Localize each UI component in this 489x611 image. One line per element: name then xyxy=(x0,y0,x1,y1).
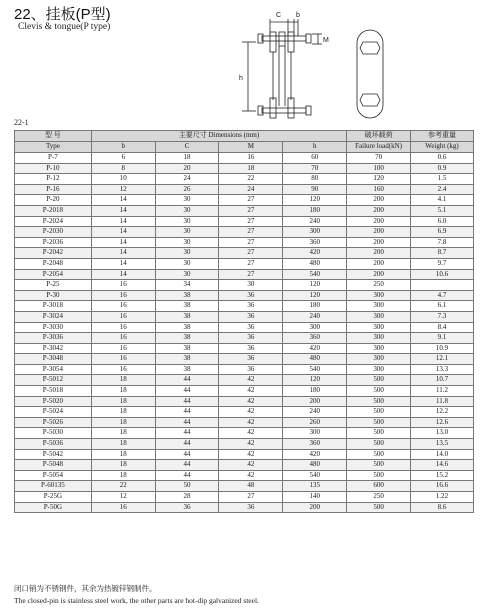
cell-failure-load: 500 xyxy=(347,460,411,471)
cell-b: 14 xyxy=(91,248,155,259)
cell-h: 120 xyxy=(283,280,347,291)
cell-m: 27 xyxy=(219,492,283,503)
table-row xyxy=(15,227,474,238)
cell-failure-load: 200 xyxy=(347,216,411,227)
cell-b: 18 xyxy=(91,428,155,439)
cell-m: 36 xyxy=(219,502,283,513)
cell-m: 27 xyxy=(219,216,283,227)
cell-weight: 4.7 xyxy=(411,290,474,301)
cell-c: 44 xyxy=(155,396,219,407)
cell-failure-load: 500 xyxy=(347,407,411,418)
cell-b: 16 xyxy=(91,354,155,365)
cell-m: 27 xyxy=(219,205,283,216)
table-row xyxy=(15,290,474,301)
cell-m: 27 xyxy=(219,269,283,280)
spec-table-body xyxy=(15,153,474,513)
cell-h: 240 xyxy=(283,407,347,418)
cell-c: 30 xyxy=(155,269,219,280)
cell-b: 18 xyxy=(91,470,155,481)
dim-label-b: b xyxy=(296,12,300,19)
note-english: The closed-pin is stainless steel work, the other parts are hot-dip galvanized steel. xyxy=(14,596,259,605)
cell-m: 42 xyxy=(219,449,283,460)
header-type-en: Type xyxy=(15,142,92,153)
cell-h: 135 xyxy=(283,481,347,492)
table-row xyxy=(15,343,474,354)
cell-failure-load: 300 xyxy=(347,290,411,301)
table-row xyxy=(15,322,474,333)
cell-c: 24 xyxy=(155,174,219,185)
cell-c: 44 xyxy=(155,470,219,481)
cell-weight: 12.6 xyxy=(411,417,474,428)
cell-c: 44 xyxy=(155,407,219,418)
cell-h: 120 xyxy=(283,375,347,386)
cell-type: P-5030 xyxy=(15,428,92,439)
cell-h: 540 xyxy=(283,470,347,481)
table-row xyxy=(15,311,474,322)
cell-c: 44 xyxy=(155,460,219,471)
note-chinese: 闭口销为不锈钢件，其余为热镀锌钢制件。 xyxy=(14,584,157,593)
cell-failure-load: 200 xyxy=(347,258,411,269)
cell-failure-load: 250 xyxy=(347,280,411,291)
cell-failure-load: 200 xyxy=(347,227,411,238)
cell-b: 16 xyxy=(91,364,155,375)
cell-m: 30 xyxy=(219,280,283,291)
table-row xyxy=(15,354,474,365)
table-row xyxy=(15,417,474,428)
cell-c: 38 xyxy=(155,343,219,354)
cell-m: 36 xyxy=(219,333,283,344)
cell-m: 36 xyxy=(219,364,283,375)
cell-type: P-3036 xyxy=(15,333,92,344)
cell-type: P-12 xyxy=(15,174,92,185)
cell-h: 540 xyxy=(283,364,347,375)
cell-weight: 7.8 xyxy=(411,237,474,248)
cell-b: 18 xyxy=(91,407,155,418)
cell-c: 28 xyxy=(155,492,219,503)
cell-h: 360 xyxy=(283,333,347,344)
table-row xyxy=(15,375,474,386)
cell-h: 420 xyxy=(283,343,347,354)
header-dimensions: 主要尺寸 Dimensions (mm) xyxy=(91,131,346,142)
page-subtitle: Clevis & tongue(P type) xyxy=(18,22,111,32)
cell-b: 18 xyxy=(91,417,155,428)
cell-type: P-3054 xyxy=(15,364,92,375)
cell-type: P-2036 xyxy=(15,237,92,248)
cell-weight: 6.1 xyxy=(411,301,474,312)
cell-m: 36 xyxy=(219,343,283,354)
header-load-cn: 破坏载荷 xyxy=(364,131,393,140)
table-row xyxy=(15,396,474,407)
header-load-en: Failure load(kN) xyxy=(347,142,411,153)
cell-weight: 15.2 xyxy=(411,470,474,481)
cell-c: 38 xyxy=(155,311,219,322)
cell-c: 38 xyxy=(155,290,219,301)
cell-weight: 0.6 xyxy=(411,153,474,164)
cell-b: 16 xyxy=(91,290,155,301)
cell-weight: 9.1 xyxy=(411,333,474,344)
cell-type: P-5042 xyxy=(15,449,92,460)
cell-weight: 12.2 xyxy=(411,407,474,418)
table-row xyxy=(15,237,474,248)
cell-type: P-2054 xyxy=(15,269,92,280)
cell-h: 140 xyxy=(283,492,347,503)
table-row xyxy=(15,174,474,185)
cell-failure-load: 500 xyxy=(347,417,411,428)
cell-h: 480 xyxy=(283,460,347,471)
table-row xyxy=(15,258,474,269)
cell-h: 300 xyxy=(283,227,347,238)
cell-failure-load: 200 xyxy=(347,269,411,280)
cell-type: P-2030 xyxy=(15,227,92,238)
cell-failure-load: 300 xyxy=(347,301,411,312)
cell-c: 18 xyxy=(155,153,219,164)
cell-m: 27 xyxy=(219,248,283,259)
cell-m: 22 xyxy=(219,174,283,185)
table-row xyxy=(15,492,474,503)
cell-type: P-5036 xyxy=(15,439,92,450)
header-weight-en: Weight (kg) xyxy=(411,142,474,153)
table-row xyxy=(15,184,474,195)
table-row xyxy=(15,163,474,174)
cell-h: 90 xyxy=(283,184,347,195)
cell-m: 42 xyxy=(219,417,283,428)
cell-weight: 13.3 xyxy=(411,364,474,375)
cell-type: P-5054 xyxy=(15,470,92,481)
cell-failure-load: 200 xyxy=(347,195,411,206)
cell-m: 27 xyxy=(219,227,283,238)
table-row xyxy=(15,470,474,481)
table-row xyxy=(15,280,474,291)
cell-m: 36 xyxy=(219,322,283,333)
cell-type: P-3024 xyxy=(15,311,92,322)
cell-weight: 10.6 xyxy=(411,269,474,280)
cell-type: P-50G xyxy=(15,502,92,513)
cell-b: 16 xyxy=(91,322,155,333)
cell-failure-load: 500 xyxy=(347,470,411,481)
cell-weight: 13.5 xyxy=(411,439,474,450)
cell-weight: 0.9 xyxy=(411,163,474,174)
cell-c: 30 xyxy=(155,216,219,227)
cell-b: 16 xyxy=(91,301,155,312)
table-number: 22-1 xyxy=(14,118,29,127)
table-row xyxy=(15,333,474,344)
cell-m: 48 xyxy=(219,481,283,492)
cell-m: 42 xyxy=(219,396,283,407)
cell-c: 38 xyxy=(155,322,219,333)
cell-type: P-5026 xyxy=(15,417,92,428)
cell-h: 420 xyxy=(283,248,347,259)
cell-type: P-5020 xyxy=(15,396,92,407)
cell-h: 260 xyxy=(283,417,347,428)
cell-h: 480 xyxy=(283,258,347,269)
cell-weight: 6.0 xyxy=(411,216,474,227)
cell-failure-load: 500 xyxy=(347,396,411,407)
cell-h: 360 xyxy=(283,439,347,450)
cell-type: P-2042 xyxy=(15,248,92,259)
table-row xyxy=(15,205,474,216)
cell-c: 30 xyxy=(155,195,219,206)
cell-h: 200 xyxy=(283,396,347,407)
cell-c: 44 xyxy=(155,439,219,450)
cell-failure-load: 100 xyxy=(347,163,411,174)
cell-h: 240 xyxy=(283,311,347,322)
cell-c: 44 xyxy=(155,386,219,397)
cell-c: 34 xyxy=(155,280,219,291)
table-row xyxy=(15,301,474,312)
cell-c: 26 xyxy=(155,184,219,195)
cell-failure-load: 500 xyxy=(347,502,411,513)
cell-weight: 10.9 xyxy=(411,343,474,354)
cell-type: P-5048 xyxy=(15,460,92,471)
header-type-cn: 型 号 xyxy=(45,131,61,140)
cell-weight: 4.1 xyxy=(411,195,474,206)
cell-c: 30 xyxy=(155,258,219,269)
table-row xyxy=(15,428,474,439)
cell-weight: 14.0 xyxy=(411,449,474,460)
cell-c: 44 xyxy=(155,428,219,439)
cell-c: 30 xyxy=(155,237,219,248)
cell-b: 18 xyxy=(91,449,155,460)
cell-b: 18 xyxy=(91,460,155,471)
cell-weight: 1.22 xyxy=(411,492,474,503)
cell-weight: 8.7 xyxy=(411,248,474,259)
cell-b: 22 xyxy=(91,481,155,492)
cell-failure-load: 200 xyxy=(347,248,411,259)
cell-weight: 6.9 xyxy=(411,227,474,238)
cell-c: 44 xyxy=(155,417,219,428)
cell-m: 27 xyxy=(219,258,283,269)
cell-h: 300 xyxy=(283,322,347,333)
cell-type: P-3030 xyxy=(15,322,92,333)
table-row xyxy=(15,439,474,450)
page-title: 22、挂板(P型) xyxy=(14,6,111,23)
cell-m: 36 xyxy=(219,354,283,365)
cell-m: 27 xyxy=(219,195,283,206)
header-weight-cn: 参考重量 xyxy=(428,131,457,140)
cell-weight: 5.1 xyxy=(411,205,474,216)
cell-h: 240 xyxy=(283,216,347,227)
cell-m: 42 xyxy=(219,375,283,386)
cell-failure-load: 500 xyxy=(347,375,411,386)
cell-type: P-10 xyxy=(15,163,92,174)
cell-type: P-60135 xyxy=(15,481,92,492)
cell-b: 14 xyxy=(91,205,155,216)
dim-label-c: C xyxy=(276,12,282,19)
cell-type: P-5018 xyxy=(15,386,92,397)
cell-b: 10 xyxy=(91,174,155,185)
cell-failure-load: 300 xyxy=(347,311,411,322)
cell-c: 38 xyxy=(155,333,219,344)
cell-b: 16 xyxy=(91,311,155,322)
cell-failure-load: 250 xyxy=(347,492,411,503)
cell-c: 36 xyxy=(155,502,219,513)
cell-b: 14 xyxy=(91,227,155,238)
cell-weight: 2.4 xyxy=(411,184,474,195)
table-row xyxy=(15,407,474,418)
cell-failure-load: 500 xyxy=(347,449,411,460)
cell-b: 14 xyxy=(91,269,155,280)
cell-m: 42 xyxy=(219,407,283,418)
cell-weight: 14.6 xyxy=(411,460,474,471)
cell-h: 60 xyxy=(283,153,347,164)
table-row xyxy=(15,460,474,471)
cell-failure-load: 600 xyxy=(347,481,411,492)
cell-m: 18 xyxy=(219,163,283,174)
cell-type: P-3042 xyxy=(15,343,92,354)
cell-h: 200 xyxy=(283,502,347,513)
table-row xyxy=(15,449,474,460)
cell-type: P-30 xyxy=(15,290,92,301)
cell-m: 42 xyxy=(219,428,283,439)
table-row xyxy=(15,153,474,164)
cell-weight xyxy=(411,280,474,291)
cell-h: 360 xyxy=(283,237,347,248)
header-m: M xyxy=(219,142,283,153)
table-row xyxy=(15,195,474,206)
cell-failure-load: 500 xyxy=(347,439,411,450)
cell-b: 18 xyxy=(91,375,155,386)
cell-failure-load: 300 xyxy=(347,322,411,333)
table-row xyxy=(15,364,474,375)
cell-c: 20 xyxy=(155,163,219,174)
table-row xyxy=(15,248,474,259)
cell-weight: 1.5 xyxy=(411,174,474,185)
dim-label-h: h xyxy=(239,75,243,82)
cell-failure-load: 500 xyxy=(347,428,411,439)
cell-h: 420 xyxy=(283,449,347,460)
cell-type: P-25 xyxy=(15,280,92,291)
cell-failure-load: 500 xyxy=(347,386,411,397)
cell-c: 44 xyxy=(155,375,219,386)
cell-type: P-2048 xyxy=(15,258,92,269)
cell-type: P-7 xyxy=(15,153,92,164)
cell-c: 38 xyxy=(155,301,219,312)
cell-m: 42 xyxy=(219,460,283,471)
cell-b: 18 xyxy=(91,439,155,450)
header-type xyxy=(15,131,92,142)
clevis-tongue-drawing xyxy=(232,8,402,120)
cell-b: 16 xyxy=(91,343,155,354)
cell-failure-load: 300 xyxy=(347,343,411,354)
cell-weight: 11.8 xyxy=(411,396,474,407)
cell-failure-load: 300 xyxy=(347,333,411,344)
cell-m: 16 xyxy=(219,153,283,164)
cell-c: 30 xyxy=(155,227,219,238)
cell-m: 27 xyxy=(219,237,283,248)
cell-b: 16 xyxy=(91,280,155,291)
cell-b: 12 xyxy=(91,184,155,195)
cell-type: P-3018 xyxy=(15,301,92,312)
table-row xyxy=(15,481,474,492)
table-row xyxy=(15,269,474,280)
table-row xyxy=(15,502,474,513)
cell-failure-load: 300 xyxy=(347,364,411,375)
cell-type: P-2018 xyxy=(15,205,92,216)
cell-c: 50 xyxy=(155,481,219,492)
cell-m: 42 xyxy=(219,470,283,481)
cell-m: 24 xyxy=(219,184,283,195)
cell-failure-load: 160 xyxy=(347,184,411,195)
cell-c: 38 xyxy=(155,364,219,375)
cell-weight: 10.7 xyxy=(411,375,474,386)
cell-b: 6 xyxy=(91,153,155,164)
cell-h: 180 xyxy=(283,205,347,216)
cell-type: P-16 xyxy=(15,184,92,195)
cell-h: 120 xyxy=(283,195,347,206)
cell-c: 44 xyxy=(155,449,219,460)
dim-label-m: M xyxy=(323,37,329,44)
cell-b: 14 xyxy=(91,195,155,206)
cell-failure-load: 300 xyxy=(347,354,411,365)
cell-h: 70 xyxy=(283,163,347,174)
table-row xyxy=(15,386,474,397)
cell-failure-load: 70 xyxy=(347,153,411,164)
cell-h: 540 xyxy=(283,269,347,280)
cell-type: P-3048 xyxy=(15,354,92,365)
cell-b: 16 xyxy=(91,333,155,344)
cell-weight: 11.2 xyxy=(411,386,474,397)
cell-type: P-2024 xyxy=(15,216,92,227)
cell-m: 36 xyxy=(219,301,283,312)
cell-b: 18 xyxy=(91,386,155,397)
header-load xyxy=(347,131,411,142)
cell-weight: 13.0 xyxy=(411,428,474,439)
cell-c: 30 xyxy=(155,205,219,216)
cell-weight: 8.4 xyxy=(411,322,474,333)
table-row xyxy=(15,216,474,227)
cell-c: 30 xyxy=(155,248,219,259)
cell-b: 14 xyxy=(91,237,155,248)
cell-failure-load: 200 xyxy=(347,205,411,216)
spec-table xyxy=(14,130,474,513)
cell-weight: 7.3 xyxy=(411,311,474,322)
header-h: h xyxy=(283,142,347,153)
cell-type: P-25G xyxy=(15,492,92,503)
cell-failure-load: 200 xyxy=(347,237,411,248)
cell-c: 38 xyxy=(155,354,219,365)
cell-weight: 9.7 xyxy=(411,258,474,269)
cell-m: 36 xyxy=(219,311,283,322)
header-weight xyxy=(411,131,474,142)
cell-m: 42 xyxy=(219,439,283,450)
cell-h: 80 xyxy=(283,174,347,185)
cell-m: 36 xyxy=(219,290,283,301)
cell-type: P-5012 xyxy=(15,375,92,386)
cell-type: P-20 xyxy=(15,195,92,206)
cell-h: 300 xyxy=(283,428,347,439)
header-c: C xyxy=(155,142,219,153)
cell-weight: 16.6 xyxy=(411,481,474,492)
cell-h: 180 xyxy=(283,301,347,312)
cell-h: 480 xyxy=(283,354,347,365)
cell-weight: 8.6 xyxy=(411,502,474,513)
cell-b: 14 xyxy=(91,216,155,227)
cell-m: 42 xyxy=(219,386,283,397)
cell-b: 8 xyxy=(91,163,155,174)
cell-b: 14 xyxy=(91,258,155,269)
cell-weight: 12.1 xyxy=(411,354,474,365)
cell-b: 16 xyxy=(91,502,155,513)
cell-type: P-5024 xyxy=(15,407,92,418)
cell-b: 12 xyxy=(91,492,155,503)
cell-h: 180 xyxy=(283,386,347,397)
cell-h: 120 xyxy=(283,290,347,301)
header-b: b xyxy=(91,142,155,153)
cell-b: 18 xyxy=(91,396,155,407)
cell-failure-load: 120 xyxy=(347,174,411,185)
